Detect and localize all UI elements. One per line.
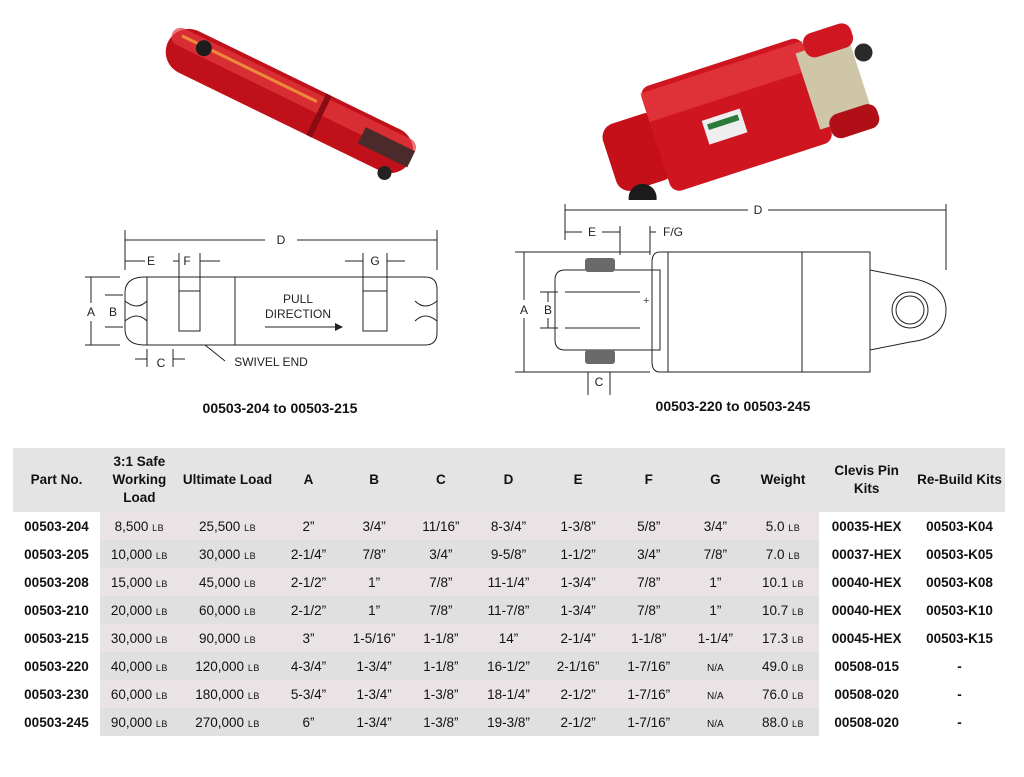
cell-rebuild-kit bbox=[914, 568, 1005, 596]
cell-ultimate-load-value: 25,500 bbox=[199, 518, 241, 534]
cell-ultimate-load-value: 180,000 bbox=[195, 686, 245, 702]
cell-g bbox=[684, 680, 747, 708]
cell-ultimate-load bbox=[179, 708, 276, 736]
cell-d bbox=[474, 540, 543, 568]
cell-safe-load-unit: LB bbox=[155, 578, 168, 589]
cell-clevis-kit bbox=[819, 568, 914, 596]
cell-b-value: 1” bbox=[368, 602, 381, 618]
cell-e-value: 1-3/4” bbox=[560, 574, 596, 590]
cell-f bbox=[613, 512, 684, 540]
cell-b bbox=[341, 680, 408, 708]
cell-part-no-value: 00503-208 bbox=[24, 574, 89, 590]
cell-weight-unit: LB bbox=[791, 718, 804, 729]
table-row bbox=[13, 596, 1005, 624]
cell-weight-value: 49.0 bbox=[761, 658, 789, 674]
cell-weight-value: 5.0 bbox=[765, 518, 785, 534]
cell-safe-load-value: 30,000 bbox=[110, 630, 153, 646]
cell-d-value: 8-3/4” bbox=[490, 518, 527, 534]
cell-weight-unit: LB bbox=[791, 578, 804, 589]
cell-a bbox=[276, 512, 341, 540]
dim-d-label-large: D bbox=[753, 203, 763, 217]
cell-d bbox=[474, 680, 543, 708]
cell-b-value: 1-3/4” bbox=[356, 658, 392, 674]
cell-c-value: 11/16” bbox=[422, 518, 460, 534]
cell-rebuild-kit bbox=[914, 540, 1005, 568]
cell-d-value: 18-1/4” bbox=[487, 686, 530, 702]
cell-safe-load-unit: LB bbox=[155, 718, 168, 729]
dim-a-label: A bbox=[86, 305, 96, 319]
cell-f bbox=[613, 652, 684, 680]
cell-clevis-kit bbox=[819, 708, 914, 736]
table-row bbox=[13, 624, 1005, 652]
cell-a-value: 5-3/4” bbox=[290, 686, 327, 702]
cell-b bbox=[341, 568, 408, 596]
cell-d bbox=[474, 652, 543, 680]
cell-c bbox=[408, 568, 475, 596]
cell-ultimate-load bbox=[179, 652, 276, 680]
cell-a bbox=[276, 708, 341, 736]
dim-f-label: F bbox=[183, 254, 191, 268]
cell-d bbox=[474, 624, 543, 652]
cell-part-no bbox=[13, 540, 100, 568]
cell-ultimate-load-unit: LB bbox=[247, 662, 260, 673]
cell-clevis-kit-value: 00045-HEX bbox=[831, 630, 902, 646]
product-photo-small-swivel bbox=[140, 15, 430, 205]
cell-weight-value: 88.0 bbox=[761, 714, 789, 730]
cell-ultimate-load bbox=[179, 680, 276, 708]
cell-weight-value: 7.0 bbox=[765, 546, 785, 562]
cell-f-value: 7/8” bbox=[637, 602, 661, 618]
cell-c-value: 1-3/8” bbox=[423, 686, 459, 702]
cell-g-value: 3/4” bbox=[703, 518, 727, 534]
cell-e-value: 2-1/4” bbox=[560, 630, 596, 646]
cell-weight bbox=[747, 568, 820, 596]
cell-safe-load bbox=[100, 708, 179, 736]
cell-safe-load-unit: LB bbox=[155, 550, 168, 561]
cell-f bbox=[613, 568, 684, 596]
cell-f-value: 1-7/16” bbox=[627, 714, 671, 730]
svg-text:+: + bbox=[643, 295, 650, 307]
cell-c-value: 1-1/8” bbox=[423, 658, 459, 674]
cell-b bbox=[341, 624, 408, 652]
cell-f-value: 1-7/16” bbox=[627, 658, 671, 674]
cell-d-value: 9-5/8” bbox=[490, 546, 527, 562]
cell-rebuild-kit-value: 00503-K05 bbox=[926, 546, 993, 562]
cell-a-value: 3” bbox=[302, 630, 315, 646]
cell-part-no-value: 00503-220 bbox=[24, 658, 89, 674]
col-e: E bbox=[543, 448, 614, 512]
caption-small-range: 00503-204 to 00503-215 bbox=[202, 400, 358, 416]
cell-ultimate-load-unit: LB bbox=[244, 550, 257, 561]
cell-weight bbox=[747, 596, 820, 624]
cell-g-value: 7/8” bbox=[703, 546, 727, 562]
cell-weight-unit: LB bbox=[791, 634, 804, 645]
cell-weight bbox=[747, 512, 820, 540]
dim-c-label: C bbox=[156, 356, 166, 370]
col-f: F bbox=[613, 448, 684, 512]
cell-f bbox=[613, 680, 684, 708]
cell-clevis-kit-value: 00035-HEX bbox=[831, 518, 902, 534]
cell-e-value: 2-1/2” bbox=[560, 686, 596, 702]
cell-ultimate-load-unit: LB bbox=[244, 634, 257, 645]
pull-direction-line1: PULL bbox=[282, 292, 314, 306]
cell-weight-value: 10.7 bbox=[761, 602, 789, 618]
cell-a-value: 2-1/4” bbox=[290, 546, 327, 562]
cell-safe-load-unit: LB bbox=[155, 690, 168, 701]
dim-d-label: D bbox=[276, 233, 286, 247]
dim-c-label-large: C bbox=[594, 375, 604, 389]
cell-part-no-value: 00503-204 bbox=[24, 518, 89, 534]
cell-e bbox=[543, 596, 614, 624]
table-row bbox=[13, 708, 1005, 736]
cell-part-no bbox=[13, 708, 100, 736]
dim-g-label: G bbox=[370, 254, 380, 268]
cell-f-value: 1-1/8” bbox=[631, 630, 667, 646]
cell-g bbox=[684, 540, 747, 568]
cell-ultimate-load bbox=[179, 568, 276, 596]
cell-safe-load-unit: LB bbox=[155, 634, 168, 645]
drawing-small-swivel bbox=[75, 225, 450, 380]
cell-d-value: 14” bbox=[498, 630, 519, 646]
cell-e bbox=[543, 512, 614, 540]
cell-c-value: 3/4” bbox=[429, 546, 453, 562]
dim-b-label: B bbox=[108, 305, 118, 319]
caption-large-range: 00503-220 to 00503-245 bbox=[655, 398, 811, 414]
cell-f bbox=[613, 540, 684, 568]
cell-a-value: 2-1/2” bbox=[290, 574, 327, 590]
cell-c bbox=[408, 540, 475, 568]
cell-c bbox=[408, 652, 475, 680]
cell-safe-load-value: 8,500 bbox=[114, 518, 149, 534]
cell-rebuild-kit-value: 00503-K10 bbox=[926, 602, 993, 618]
cell-f bbox=[613, 596, 684, 624]
col-d: D bbox=[474, 448, 543, 512]
cell-rebuild-kit-value: - bbox=[957, 686, 962, 702]
table-row bbox=[13, 540, 1005, 568]
cell-weight-unit: LB bbox=[791, 662, 804, 673]
cell-weight bbox=[747, 624, 820, 652]
cell-ultimate-load bbox=[179, 512, 276, 540]
cell-part-no bbox=[13, 680, 100, 708]
cell-d-value: 11-1/4” bbox=[487, 574, 530, 590]
cell-a bbox=[276, 680, 341, 708]
col-c: C bbox=[408, 448, 475, 512]
cell-clevis-kit-value: 00508-015 bbox=[834, 658, 899, 674]
cell-e bbox=[543, 540, 614, 568]
cell-ultimate-load-unit: LB bbox=[244, 578, 257, 589]
cell-c bbox=[408, 708, 475, 736]
cell-g-value: N/A bbox=[707, 662, 724, 674]
cell-weight bbox=[747, 540, 820, 568]
cell-rebuild-kit bbox=[914, 596, 1005, 624]
cell-rebuild-kit bbox=[914, 652, 1005, 680]
cell-b-value: 1-3/4” bbox=[356, 686, 392, 702]
cell-safe-load-value: 40,000 bbox=[110, 658, 153, 674]
cell-clevis-kit-value: 00040-HEX bbox=[831, 574, 902, 590]
cell-b bbox=[341, 596, 408, 624]
cell-e bbox=[543, 652, 614, 680]
col-safe-load: 3:1 Safe Working Load bbox=[100, 448, 179, 512]
cell-safe-load bbox=[100, 568, 179, 596]
cell-a bbox=[276, 652, 341, 680]
cell-clevis-kit-value: 00040-HEX bbox=[831, 602, 902, 618]
cell-part-no-value: 00503-215 bbox=[24, 630, 89, 646]
col-g: G bbox=[684, 448, 747, 512]
cell-f bbox=[613, 624, 684, 652]
cell-clevis-kit bbox=[819, 512, 914, 540]
cell-a bbox=[276, 540, 341, 568]
cell-ultimate-load bbox=[179, 540, 276, 568]
cell-ultimate-load-value: 45,000 bbox=[199, 574, 241, 590]
cell-weight-unit: LB bbox=[791, 690, 804, 701]
cell-d bbox=[474, 568, 543, 596]
col-part-no: Part No. bbox=[13, 448, 100, 512]
cell-weight bbox=[747, 708, 820, 736]
cell-e bbox=[543, 708, 614, 736]
spec-table-body bbox=[13, 512, 1005, 736]
cell-ultimate-load-value: 90,000 bbox=[199, 630, 241, 646]
cell-e-value: 1-1/2” bbox=[560, 546, 596, 562]
cell-f-value: 5/8” bbox=[637, 518, 661, 534]
cell-ultimate-load-value: 30,000 bbox=[199, 546, 241, 562]
cell-rebuild-kit-value: - bbox=[957, 658, 962, 674]
cell-clevis-kit-value: 00037-HEX bbox=[831, 546, 902, 562]
cell-ultimate-load bbox=[179, 624, 276, 652]
cell-e-value: 1-3/4” bbox=[560, 602, 596, 618]
cell-rebuild-kit-value: 00503-K04 bbox=[926, 518, 993, 534]
cell-rebuild-kit bbox=[914, 624, 1005, 652]
cell-clevis-kit-value: 00508-020 bbox=[834, 686, 899, 702]
cell-b-value: 1-5/16” bbox=[352, 630, 396, 646]
cell-part-no bbox=[13, 624, 100, 652]
cell-safe-load-value: 15,000 bbox=[110, 574, 153, 590]
cell-weight-unit: LB bbox=[791, 606, 804, 617]
cell-safe-load-value: 20,000 bbox=[110, 602, 153, 618]
cell-f-value: 7/8” bbox=[637, 574, 661, 590]
cell-clevis-kit-value: 00508-020 bbox=[834, 714, 899, 730]
cell-rebuild-kit bbox=[914, 512, 1005, 540]
col-clevis-pin-kits: Clevis Pin Kits bbox=[819, 448, 914, 512]
cell-g bbox=[684, 624, 747, 652]
cell-g-value: N/A bbox=[707, 690, 724, 702]
cell-rebuild-kit-value: 00503-K08 bbox=[926, 574, 993, 590]
cell-part-no-value: 00503-245 bbox=[24, 714, 89, 730]
cell-clevis-kit bbox=[819, 680, 914, 708]
cell-d bbox=[474, 512, 543, 540]
dim-e-label: E bbox=[146, 254, 156, 268]
dim-b-label-large: B bbox=[543, 303, 553, 317]
cell-b-value: 3/4” bbox=[362, 518, 386, 534]
cell-d bbox=[474, 596, 543, 624]
cell-ultimate-load-unit: LB bbox=[247, 718, 260, 729]
cell-clevis-kit bbox=[819, 596, 914, 624]
cell-f-value: 3/4” bbox=[637, 546, 661, 562]
col-a: A bbox=[276, 448, 341, 512]
cell-b bbox=[341, 708, 408, 736]
dim-fg-label-large: F/G bbox=[663, 225, 683, 239]
spec-table bbox=[13, 448, 1005, 736]
cell-clevis-kit bbox=[819, 624, 914, 652]
cell-g-value: 1-1/4” bbox=[697, 630, 733, 646]
cell-safe-load-value: 60,000 bbox=[110, 686, 153, 702]
cell-ultimate-load bbox=[179, 596, 276, 624]
cell-clevis-kit bbox=[819, 652, 914, 680]
cell-safe-load-unit: LB bbox=[152, 522, 165, 533]
cell-safe-load-value: 10,000 bbox=[110, 546, 153, 562]
drawing-large-swivel bbox=[510, 200, 955, 395]
cell-c bbox=[408, 596, 475, 624]
cell-part-no bbox=[13, 568, 100, 596]
cell-d-value: 16-1/2” bbox=[487, 658, 530, 674]
cell-ultimate-load-unit: LB bbox=[244, 522, 257, 533]
cell-ultimate-load-unit: LB bbox=[247, 690, 260, 701]
cell-ultimate-load-value: 120,000 bbox=[195, 658, 245, 674]
cell-rebuild-kit-value: 00503-K15 bbox=[926, 630, 993, 646]
cell-safe-load-unit: LB bbox=[155, 606, 168, 617]
cell-e-value: 2-1/2” bbox=[560, 714, 596, 730]
cell-b bbox=[341, 652, 408, 680]
cell-safe-load bbox=[100, 512, 179, 540]
cell-e-value: 2-1/16” bbox=[556, 658, 600, 674]
cell-weight-unit: LB bbox=[788, 550, 801, 561]
cell-safe-load bbox=[100, 540, 179, 568]
cell-ultimate-load-value: 270,000 bbox=[195, 714, 245, 730]
col-rebuild-kits: Re-Build Kits bbox=[914, 448, 1005, 512]
cell-rebuild-kit bbox=[914, 680, 1005, 708]
cell-part-no bbox=[13, 652, 100, 680]
cell-g bbox=[684, 708, 747, 736]
cell-c bbox=[408, 680, 475, 708]
cell-weight-value: 10.1 bbox=[761, 574, 789, 590]
cell-rebuild-kit bbox=[914, 708, 1005, 736]
cell-clevis-kit bbox=[819, 540, 914, 568]
cell-b bbox=[341, 540, 408, 568]
cell-weight-unit: LB bbox=[788, 522, 801, 533]
cell-c-value: 1-3/8” bbox=[423, 714, 459, 730]
cell-safe-load bbox=[100, 624, 179, 652]
table-row bbox=[13, 652, 1005, 680]
cell-g-value: 1” bbox=[709, 602, 722, 618]
cell-b-value: 1-3/4” bbox=[356, 714, 392, 730]
cell-weight bbox=[747, 680, 820, 708]
cell-g bbox=[684, 596, 747, 624]
dim-e-label-large: E bbox=[587, 225, 597, 239]
table-row bbox=[13, 568, 1005, 596]
cell-a-value: 6” bbox=[302, 714, 315, 730]
cell-part-no-value: 00503-205 bbox=[24, 546, 89, 562]
cell-ultimate-load-unit: LB bbox=[244, 606, 257, 617]
cell-e bbox=[543, 568, 614, 596]
cell-c-value: 1-1/8” bbox=[423, 630, 459, 646]
cell-c bbox=[408, 624, 475, 652]
cell-f bbox=[613, 708, 684, 736]
cell-b-value: 1” bbox=[368, 574, 381, 590]
col-weight: Weight bbox=[747, 448, 820, 512]
cell-c-value: 7/8” bbox=[429, 574, 453, 590]
cell-part-no bbox=[13, 512, 100, 540]
cell-g-value: 1” bbox=[709, 574, 722, 590]
cell-part-no-value: 00503-210 bbox=[24, 602, 89, 618]
pull-direction-line2: DIRECTION bbox=[265, 307, 331, 321]
cell-a bbox=[276, 624, 341, 652]
cell-g bbox=[684, 512, 747, 540]
cell-a-value: 2” bbox=[302, 518, 315, 534]
cell-e-value: 1-3/8” bbox=[560, 518, 596, 534]
cell-safe-load-value: 90,000 bbox=[110, 714, 153, 730]
cell-rebuild-kit-value: - bbox=[957, 714, 962, 730]
col-b: B bbox=[341, 448, 408, 512]
table-header-row bbox=[13, 448, 1005, 512]
cell-g bbox=[684, 568, 747, 596]
swivel-end-label: SWIVEL END bbox=[234, 355, 308, 369]
cell-d bbox=[474, 708, 543, 736]
cell-safe-load bbox=[100, 652, 179, 680]
cell-safe-load bbox=[100, 680, 179, 708]
cell-safe-load-unit: LB bbox=[155, 662, 168, 673]
table-row bbox=[13, 512, 1005, 540]
cell-c-value: 7/8” bbox=[429, 602, 453, 618]
col-ultimate-load: Ultimate Load bbox=[179, 448, 276, 512]
cell-b bbox=[341, 512, 408, 540]
cell-f-value: 1-7/16” bbox=[627, 686, 671, 702]
cell-a bbox=[276, 596, 341, 624]
table-row bbox=[13, 680, 1005, 708]
cell-g-value: N/A bbox=[707, 718, 724, 730]
cell-e bbox=[543, 680, 614, 708]
cell-a-value: 2-1/2” bbox=[290, 602, 327, 618]
cell-part-no bbox=[13, 596, 100, 624]
cell-weight-value: 17.3 bbox=[761, 630, 789, 646]
product-photo-large-swivel bbox=[580, 15, 890, 200]
cell-d-value: 11-7/8” bbox=[487, 602, 530, 618]
cell-g bbox=[684, 652, 747, 680]
cell-e bbox=[543, 624, 614, 652]
cell-part-no-value: 00503-230 bbox=[24, 686, 89, 702]
cell-d-value: 19-3/8” bbox=[487, 714, 530, 730]
cell-safe-load bbox=[100, 596, 179, 624]
cell-a bbox=[276, 568, 341, 596]
dim-a-label-large: A bbox=[519, 303, 529, 317]
cell-b-value: 7/8” bbox=[362, 546, 386, 562]
cell-c bbox=[408, 512, 475, 540]
cell-a-value: 4-3/4” bbox=[290, 658, 327, 674]
cell-weight bbox=[747, 652, 820, 680]
cell-ultimate-load-value: 60,000 bbox=[199, 602, 241, 618]
cell-weight-value: 76.0 bbox=[761, 686, 789, 702]
